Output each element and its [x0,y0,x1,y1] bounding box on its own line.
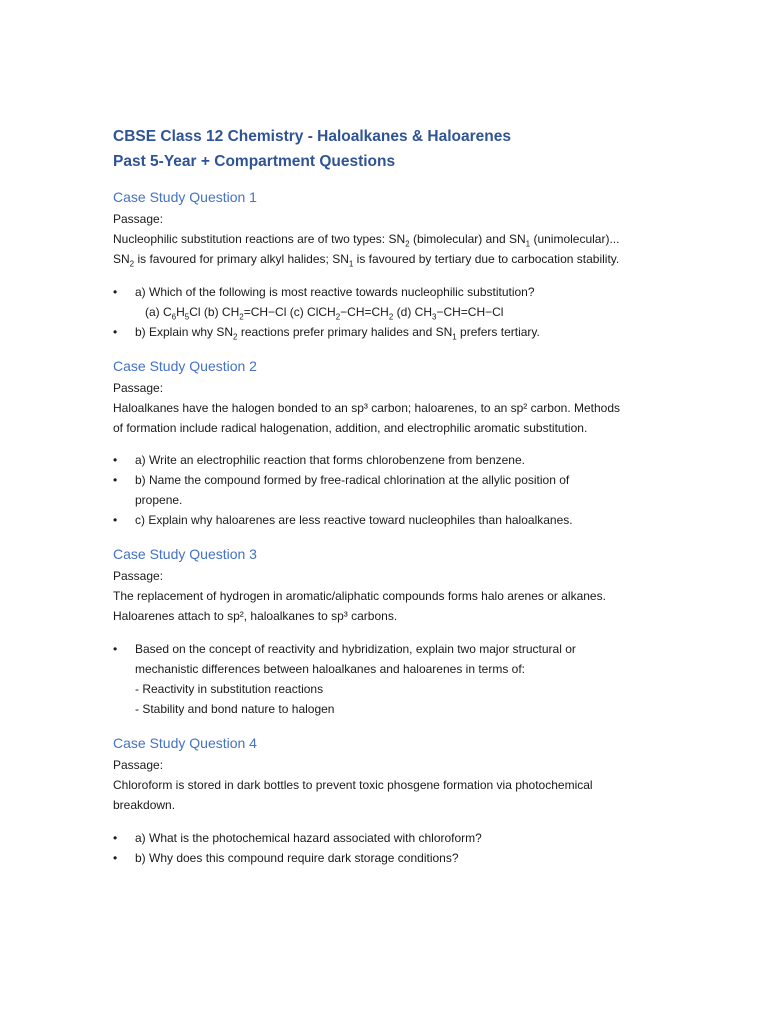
list-item: • b) Explain why $SN_2$ reactions prefer primary halides and $SN_1$ prefers tertiary. [113,322,653,342]
bullet-icon: • [113,831,118,845]
title-line-2: Past 5-Year + Compartment Questions [113,153,396,170]
case-study-3 [113,544,653,719]
bullet-icon: • [113,642,118,656]
case-study-1-heading: Case Study Question 1 [113,189,257,205]
passage-label: Passage: [113,381,164,395]
passage-line: Nucleophilic substitution reactions are of two types: $SN_2$ (bimolecular) and $SN_1$ (unimolecular)... [113,232,620,249]
list-item: • Based on the concept of reactivity and hybridization, explain two major structural or mechanistic differences between haloalkanes and haloarenes in terms of: - Reactivity in substitution reactions - Stability and bond nature to halogen [113,639,653,719]
case-study-4 [113,733,653,868]
case-study-3-passage: The replacement of hydrogen in aromatic/aliphatic compounds forms halo arenes or alkanes. Haloarenes attach to sp², haloalkanes to sp³ carbons. [113,589,606,623]
document-page [113,124,653,868]
list-item: • a) Which of the following is most reactive towards nucleophilic substitution? (a) $C_6H_5Cl$ (b) $CH_2=CH-Cl$ (c) $ClCH_2-CH=CH_2$ (d) $CH_3-CH=CH-Cl$ [113,282,653,322]
title-line-1: CBSE Class 12 Chemistry - Haloalkanes & Haloarenes [113,128,512,145]
passage-label: Passage: [113,212,164,226]
passage-label: Passage: [113,569,164,583]
list-item: • b) Name the compound formed by free-radical chlorination at the allylic position of propene. [113,470,653,510]
list-item: • c) Explain why haloarenes are less reactive toward nucleophiles than haloalkanes. [113,510,653,530]
case-study-2-passage: Haloalkanes have the halogen bonded to an sp³ carbon; haloarenes, to an sp² carbon. Methods of formation include radical halogenation, addition, and electrophilic aromatic substitution. [113,401,621,435]
case-study-4-passage: Chloroform is stored in dark bottles to prevent toxic phosgene formation via photochemical breakdown. [113,778,593,812]
list-item: • a) Write an electrophilic reaction that forms chlorobenzene from benzene. [113,450,653,470]
question-list [113,450,653,530]
list-item: • b) Why does this compound require dark storage conditions? [113,848,653,868]
case-study-4-heading: Case Study Question 4 [113,735,257,751]
options-line: (a) $C_6H_5Cl$ (b) $CH_2=CH-Cl$ (c) $ClCH_2-CH=CH_2$ (d) $CH_3-CH=CH-Cl$ [145,305,504,322]
case-study-2-heading: Case Study Question 2 [113,358,257,374]
list-item: • a) What is the photochemical hazard associated with chloroform? [113,828,653,848]
question-list [113,828,653,868]
case-study-1 [113,187,653,342]
passage-line: $SN_2$ is favoured for primary alkyl halides; $SN_1$ is favoured by tertiary due to carbocation stability. [113,252,620,269]
document-title [113,124,653,174]
bullet-icon: • [113,325,118,339]
passage-label: Passage: [113,758,164,772]
bullet-icon: • [113,513,118,527]
bullet-icon: • [113,285,118,299]
question-list [113,282,653,342]
question-list [113,639,653,719]
bullet-icon: • [113,851,118,865]
case-study-3-heading: Case Study Question 3 [113,546,257,562]
bullet-icon: • [113,473,118,487]
case-study-2 [113,356,653,530]
case-study-1-passage [113,229,653,269]
bullet-icon: • [113,453,118,467]
